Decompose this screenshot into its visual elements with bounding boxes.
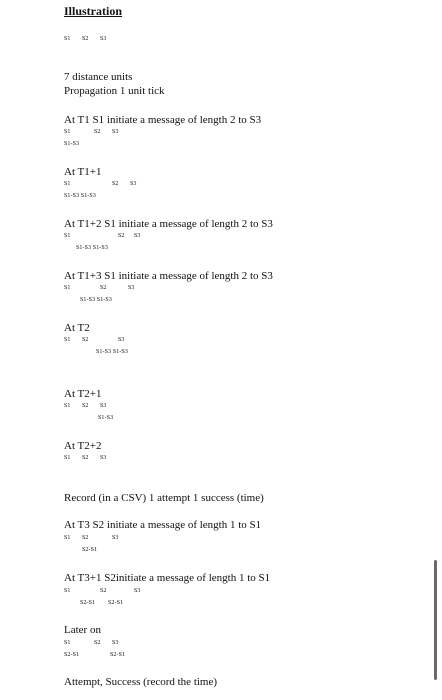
section-heading: At T3+1 S2initiate a message of length 1 to S1: [64, 572, 271, 584]
section-heading: At T1+1: [64, 166, 102, 178]
node-s3: S3: [112, 640, 119, 646]
node-s3: S3: [128, 285, 135, 291]
message-label-b: S2-S1: [108, 600, 124, 606]
node-s1: S1: [64, 455, 71, 461]
section-heading: At T2: [64, 322, 90, 334]
node-s1: S1: [64, 285, 71, 291]
header-node-s2: S2: [82, 36, 89, 42]
message-label-b: S2-S1: [110, 652, 126, 658]
message-label: S2-S1: [82, 547, 98, 553]
message-label: S1-S3 S1-S3: [76, 245, 108, 251]
node-s2: S2: [118, 233, 125, 239]
node-s1: S1: [64, 337, 71, 343]
section-heading: At T1+2 S1 initiate a message of length 2 to S3: [64, 218, 273, 230]
node-s3: S3: [134, 588, 141, 594]
node-s3: S3: [118, 337, 125, 343]
header-node-s1: S1: [64, 36, 71, 42]
propagation-text: Propagation 1 unit tick: [64, 85, 165, 97]
message-label: S1-S3 S1-S3: [96, 349, 128, 355]
node-s3: S3: [112, 535, 119, 541]
node-s2: S2: [94, 129, 101, 135]
node-s1: S1: [64, 403, 71, 409]
node-s1: S1: [64, 181, 71, 187]
node-s2: S2: [82, 455, 89, 461]
section-heading: Later on: [64, 624, 101, 636]
document-title: Illustration: [64, 4, 123, 18]
node-s2: S2: [82, 337, 89, 343]
section-heading: At T1+3 S1 initiate a message of length 2 to S3: [64, 270, 273, 282]
node-s2: S2: [82, 403, 89, 409]
node-s1: S1: [64, 129, 71, 135]
node-s3: S3: [130, 181, 137, 187]
node-s2: S2: [100, 285, 107, 291]
node-s1: S1: [64, 535, 71, 541]
message-label: S1-S3 S1-S3: [64, 193, 96, 199]
node-s2: S2: [112, 181, 119, 187]
node-s3: S3: [112, 129, 119, 135]
header-node-s3: S3: [100, 36, 107, 42]
vertical-scrollbar-thumb[interactable]: [434, 560, 437, 680]
footer-text: Attempt, Success (record the time): [64, 676, 218, 688]
node-s2: S2: [82, 535, 89, 541]
node-s2: S2: [100, 588, 107, 594]
node-s2: S2: [94, 640, 101, 646]
message-label: S1-S3 S1-S3: [80, 297, 112, 303]
node-s3: S3: [100, 455, 107, 461]
message-label: S1-S3: [98, 415, 114, 421]
section-heading: At T3 S2 initiate a message of length 1 to S1: [64, 519, 262, 531]
node-s1: S1: [64, 233, 71, 239]
message-label-a: S2-S1: [64, 652, 80, 658]
distance-text: 7 distance units: [64, 71, 133, 83]
message-label: S1-S3: [64, 141, 80, 147]
record-text: Record (in a CSV) 1 attempt 1 success (time): [64, 492, 264, 504]
node-s3: S3: [100, 403, 107, 409]
node-s1: S1: [64, 640, 71, 646]
section-heading: At T2+1: [64, 388, 102, 400]
message-label-a: S2-S1: [80, 600, 96, 606]
node-s1: S1: [64, 588, 71, 594]
section-heading: At T2+2: [64, 440, 102, 452]
node-s3: S3: [134, 233, 141, 239]
section-heading: At T1 S1 initiate a message of length 2 to S3: [64, 114, 262, 126]
